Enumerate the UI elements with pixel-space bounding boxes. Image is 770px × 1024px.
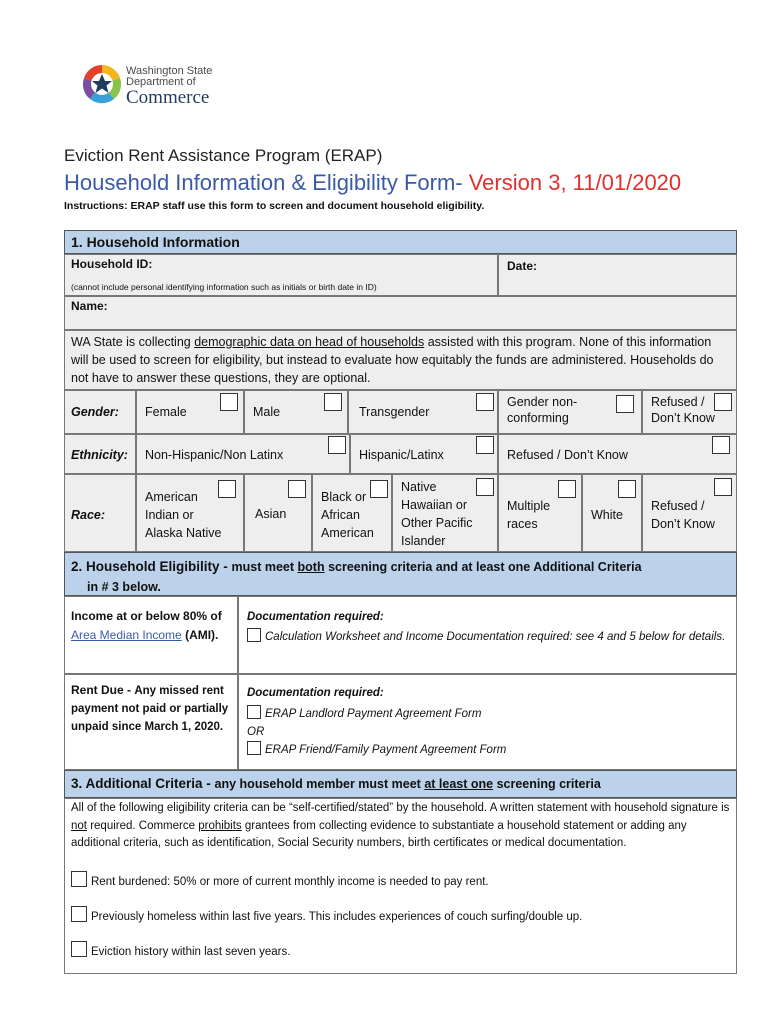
criteria-rent-burdened-checkbox[interactable] (71, 871, 87, 887)
section2-sub-a: must meet (231, 560, 298, 574)
gender-label: Gender: (71, 405, 119, 419)
criteria-eviction-checkbox[interactable] (71, 941, 87, 957)
section3-sub-b: any household member must meet (214, 777, 425, 791)
section3-at-least-one: at least one (424, 777, 494, 791)
section2-both: both (297, 560, 325, 574)
race-asian-label: Asian (255, 507, 287, 521)
race-white-label: White (591, 508, 623, 522)
section3-sub-c: screening criteria (493, 777, 601, 791)
gender-nonconforming-checkbox[interactable] (616, 395, 634, 413)
date-label: Date: (507, 259, 538, 273)
gender-male-label: Male (253, 405, 281, 419)
family-form-label: ERAP Friend/Family Payment Agreement Form (265, 744, 507, 756)
logo-star-icon (82, 64, 122, 104)
section3-title: 3. Additional Criteria - (71, 776, 215, 791)
race-asian-checkbox[interactable] (288, 480, 306, 498)
ethnicity-nonhispanic-cell (136, 434, 350, 474)
criteria-homeless-label: Previously homeless within last five years. This includes experiences of couch surfing/double up. (91, 911, 583, 923)
ethnicity-label-cell (64, 434, 136, 474)
s3-body-1: All of the following eligibility criteria can be “self-certified/stated” by the household. A written statement with household signature is (71, 802, 730, 814)
income-doc-cell (238, 596, 737, 674)
logo-line1: Washington State (126, 65, 213, 77)
race-white-checkbox[interactable] (618, 480, 636, 498)
gender-label-cell (64, 390, 136, 434)
ethnicity-nonhispanic-checkbox[interactable] (328, 436, 346, 454)
race-pacific-checkbox[interactable] (476, 478, 494, 496)
criteria-homeless-checkbox[interactable] (71, 906, 87, 922)
section1-title: 1. Household Information (71, 234, 240, 250)
race-black-label: Black or African American (321, 490, 374, 540)
race-label-cell (64, 474, 136, 552)
program-title: Eviction Rent Assistance Program (ERAP) (64, 146, 383, 165)
income-criteria-cell (64, 596, 238, 674)
form-version: Version 3, 11/01/2020 (462, 170, 682, 195)
criteria-eviction-label: Eviction history within last seven years. (91, 946, 291, 958)
criteria-eviction[interactable] (71, 941, 290, 958)
gender-male-checkbox[interactable] (324, 393, 342, 411)
ami-link[interactable]: Area Median Income (71, 628, 182, 642)
instructions: Instructions: ERAP staff use this form to screen and document household eligibility. (64, 200, 485, 212)
id-note: (cannot include personal identifying information such as initials or birth date in ID) (71, 282, 377, 292)
logo-line3: Commerce (126, 87, 210, 108)
ethnicity-refused-label: Refused / Don’t Know (507, 448, 628, 462)
rent-due-text: Any missed rent payment not paid or partially unpaid since March 1, 2020. (71, 685, 229, 733)
section3-header (64, 770, 737, 798)
race-black-checkbox[interactable] (370, 480, 388, 498)
income-doc-required: Documentation required: (247, 611, 384, 623)
section2-title: 2. Household Eligibility - (71, 559, 232, 574)
rent-doc-required: Documentation required: (247, 687, 384, 699)
criteria-rent-burdened-label: Rent burdened: 50% or more of current monthly income is needed to pay rent. (91, 876, 489, 888)
household-id-label: Household ID: (71, 257, 153, 271)
race-label: Race: (71, 508, 106, 522)
rent-due-title: Rent Due - (71, 683, 135, 697)
income-text-a: Income at or below 80% of (71, 609, 222, 623)
commerce-logo (82, 62, 232, 112)
name-label: Name: (71, 299, 108, 313)
income-text-b: (AMI). (181, 628, 219, 642)
demographic-note (64, 330, 737, 390)
section1-header (64, 230, 737, 254)
race-multiple-label: Multiple races (507, 499, 551, 531)
section2-sub-c: screening criteria and at least one Additional Criteria (324, 560, 642, 574)
gender-transgender-label: Transgender (359, 405, 430, 419)
race-american-indian-label: American Indian or Alaska Native (145, 490, 222, 540)
gender-refused-checkbox[interactable] (714, 393, 732, 411)
rent-due-cell (64, 674, 238, 770)
date-cell[interactable] (498, 254, 737, 296)
ethnicity-nonhispanic-label: Non-Hispanic/Non Latinx (145, 448, 284, 462)
name-cell[interactable] (64, 296, 737, 330)
ethnicity-hispanic-checkbox[interactable] (476, 436, 494, 454)
demo-link: demographic data on head of households (194, 335, 425, 349)
rent-doc-cell (238, 674, 737, 770)
race-multiple-checkbox[interactable] (558, 480, 576, 498)
logo-line2: Department of (126, 76, 196, 88)
race-american-indian-checkbox[interactable] (218, 480, 236, 498)
landlord-form-checkbox[interactable] (247, 705, 261, 719)
or-label: OR (247, 726, 265, 738)
section2-sub-d: in # 3 below. (87, 580, 161, 594)
gender-female-checkbox[interactable] (220, 393, 238, 411)
gender-female-label: Female (145, 405, 187, 419)
gender-nonconforming-label: Gender non- conforming (507, 395, 578, 425)
race-refused-checkbox[interactable] (714, 478, 732, 496)
section3-text (71, 800, 731, 853)
family-form-checkbox[interactable] (247, 741, 261, 755)
section2-header (64, 552, 737, 596)
gender-refused-label: Refused / Don’t Know (651, 395, 715, 425)
ethnicity-refused-cell (498, 434, 737, 474)
race-refused-label: Refused / Don’t Know (651, 499, 715, 531)
demo-post: assisted with this program. None of this information will be used to screen for eligibility, but instead to evaluate how equitably the funds are administered. Households do not have to answer these questions, they are optional. (71, 335, 714, 385)
household-id-cell[interactable] (64, 254, 498, 296)
s3-body-2: required. Commerce (87, 819, 199, 832)
s3-body-prohibits: prohibits (198, 819, 242, 832)
criteria-rent-burdened[interactable] (71, 871, 489, 888)
gender-transgender-checkbox[interactable] (476, 393, 494, 411)
demo-pre: WA State is collecting (71, 335, 195, 349)
section3-body (64, 798, 737, 974)
criteria-homeless[interactable] (71, 906, 582, 923)
landlord-form-label: ERAP Landlord Payment Agreement Form (265, 708, 482, 720)
ethnicity-hispanic-label: Hispanic/Latinx (359, 448, 444, 462)
income-doc-text: Calculation Worksheet and Income Documentation required: see 4 and 5 below for details. (265, 631, 726, 643)
ethnicity-refused-checkbox[interactable] (712, 436, 730, 454)
race-pacific-label: Native Hawaiian or Other Pacific Islander (401, 480, 473, 548)
ethnicity-label: Ethnicity: (71, 448, 128, 462)
form-title-text: Household Information & Eligibility Form- (64, 170, 463, 195)
income-doc-checkbox[interactable] (247, 628, 261, 642)
form-title (64, 170, 681, 196)
s3-body-3: grantees from collecting evidence to substantiate a household statement or adding any additional criteria, such as identification, Social Security numbers, birth certificates or medical documentation. (71, 819, 687, 849)
s3-body-not: not (71, 819, 87, 832)
